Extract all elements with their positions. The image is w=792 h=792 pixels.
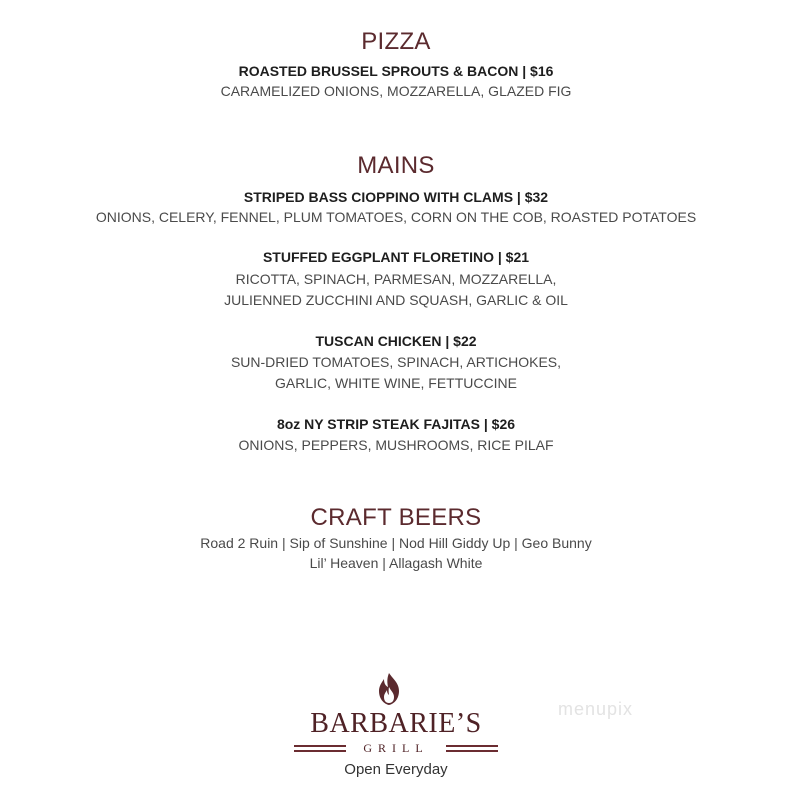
menu-item-description: GARLIC, WHITE WINE, FETTUCCINE — [275, 375, 517, 391]
section-heading-craft-beers: CRAFT BEERS — [310, 504, 482, 531]
menu-item-title: STRIPED BASS CIOPPINO WITH CLAMS | $32 — [243, 189, 549, 205]
section-heading-mains: MAINS — [357, 152, 435, 179]
menu-item-description: RICOTTA, SPINACH, PARMESAN, MOZZARELLA, — [235, 271, 557, 287]
menu-item-description: ONIONS, CELERY, FENNEL, PLUM TOMATOES, CORN ON THE COB, ROASTED POTATOES — [95, 209, 697, 225]
menu-item-description: CARAMELIZED ONIONS, MOZZARELLA, GLAZED FIG — [220, 83, 572, 99]
menu-item-description: ONIONS, PEPPERS, MUSHROOMS, RICE PILAF — [238, 437, 554, 453]
menu-item-title: ROASTED BRUSSEL SPROUTS & BACON | $16 — [238, 63, 554, 79]
beer-list-line: Road 2 Ruin | Sip of Sunshine | Nod Hill Giddy Up | Geo Bunny — [200, 535, 592, 551]
tagline: Open Everyday — [344, 761, 448, 778]
menu-item-description: SUN-DRIED TOMATOES, SPINACH, ARTICHOKES, — [230, 354, 562, 370]
flame-icon — [375, 672, 403, 706]
menu-item-title: STUFFED EGGPLANT FLORETINO | $21 — [262, 249, 530, 265]
menu-item-title: TUSCAN CHICKEN | $22 — [315, 333, 477, 349]
section-heading-pizza: PIZZA — [361, 28, 431, 55]
beer-list-line: Lil’ Heaven | Allagash White — [309, 555, 483, 571]
watermark: menupix — [558, 699, 634, 719]
logo-subtitle: GRILL — [363, 741, 429, 755]
menu-item-title: 8oz NY STRIP STEAK FAJITAS | $26 — [276, 416, 516, 432]
logo-name: BARBARIE’S — [310, 708, 482, 739]
menu-item-description: JULIENNED ZUCCHINI AND SQUASH, GARLIC & OIL — [224, 292, 568, 308]
